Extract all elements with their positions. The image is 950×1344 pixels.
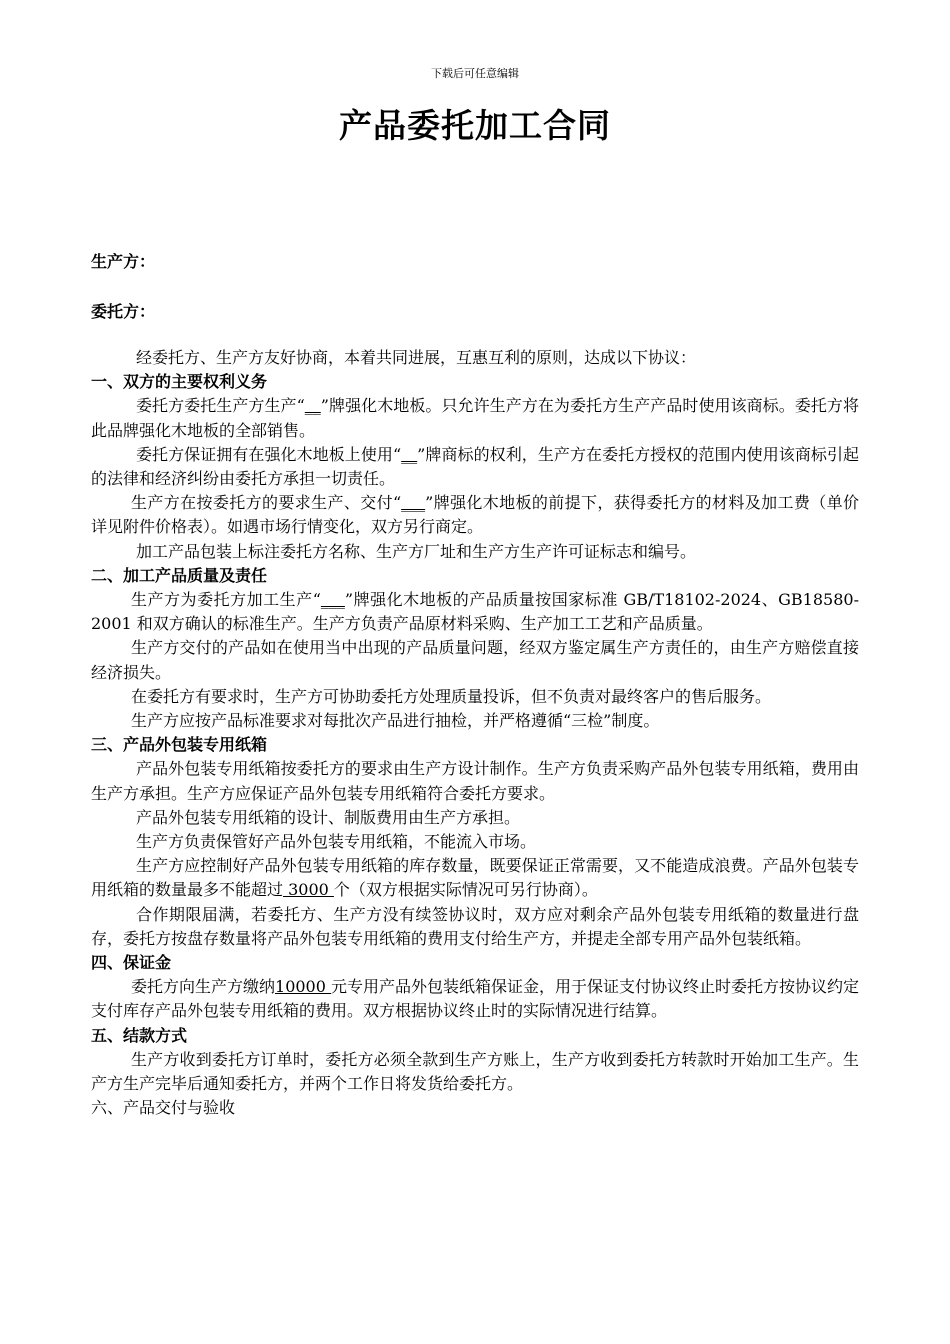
deposit-amount: 10000: [275, 977, 331, 997]
section-1-paragraph-1: 委托方委托生产方生产“__”牌强化木地板。只允许生产方在为委托方生产产品时使用该商标。委托方将此品牌强化木地板的全部销售。: [91, 396, 859, 440]
section-3-paragraph-5: 合作期限届满，若委托方、生产方没有续签协议时，双方应对剩余产品外包装专用纸箱的数量进行盘存，委托方按盘存数量将产品外包装专用纸箱的费用支付给生产方，并提走全部专用产品外包装纸箱。: [91, 904, 859, 948]
section-2-paragraph-4: 生产方应按产品标准要求对每批次产品进行抽检，并严格遵循“三检”制度。: [131, 711, 660, 731]
section-3-paragraph-4: 生产方应控制好产品外包装专用纸箱的库存数量，既要保证正常需要，又不能造成浪费。产品外包装专用纸箱的数量最多不能超过 3000 个（双方根据实际情况可另行协商）。: [91, 856, 859, 900]
page-title: 产品委托加工合同: [339, 106, 611, 145]
contract-body: [91, 346, 859, 1121]
client-label: 委托方：: [91, 302, 156, 321]
brand-blank: ___: [320, 590, 345, 610]
section-2-paragraph-3: 在委托方有要求时，生产方可协助委托方处理质量投诉，但不负责对最终客户的售后服务。: [131, 686, 772, 706]
section-1-paragraph-4: 加工产品包装上标注委托方名称、生产方厂址和生产方生产许可证标志和编号。: [136, 541, 697, 561]
section-1-paragraph-3: 生产方在按委托方的要求生产、交付“___”牌强化木地板的前提下，获得委托方的材料及加工费（单价详见附件价格表）。如遇市场行情变化，双方另行商定。: [91, 493, 859, 537]
section-1-paragraph-2: 委托方保证拥有在强化木地板上使用“__”牌商标的权利，生产方在委托方授权的范围内使用该商标引起的法律和经济纠纷由委托方承担一切责任。: [91, 444, 860, 489]
section-2-paragraph-1: 生产方为委托方加工生产“___”牌强化木地板的产品质量按国家标准 GB/T18102-2024、GB18580-2001 和双方确认的标准生产。生产方负责产品原材料采购、生产加工工艺和产品质量。: [91, 590, 859, 634]
section-3-paragraph-2: 产品外包装专用纸箱的设计、制版费用由生产方承担。: [136, 807, 521, 827]
brand-blank: __: [401, 444, 418, 464]
section-2-heading: 二、加工产品质量及责任: [91, 565, 268, 585]
section-2-paragraph-2: 生产方交付的产品如在使用当中出现的产品质量问题，经双方鉴定属生产方责任的，由生产方赔偿直接经济损失。: [91, 638, 859, 682]
section-4-heading: 四、保证金: [91, 953, 172, 973]
section-3-paragraph-3: 生产方负责保管好产品外包装专用纸箱，不能流入市场。: [136, 832, 537, 852]
header-note: 下载后可任意编辑: [431, 67, 519, 80]
section-5-paragraph-1: 生产方收到委托方订单时，委托方必须全款到生产方账上，生产方收到委托方转款时开始加工生产。生产方生产完毕后通知委托方，并两个工作日将发货给委托方。: [91, 1049, 859, 1094]
carton-limit-value: 3000: [283, 880, 334, 900]
brand-blank: ___: [401, 493, 426, 513]
producer-label: 生产方：: [91, 252, 156, 271]
section-6-heading: 六、产品交付与验收: [91, 1098, 236, 1118]
section-1-heading: 一、双方的主要权利义务: [91, 372, 268, 392]
intro-paragraph: 经委托方、生产方友好协商，本着共同进展，互惠互利的原则，达成以下协议：: [136, 348, 697, 367]
section-3-paragraph-1: 产品外包装专用纸箱按委托方的要求由生产方设计制作。生产方负责采购产品外包装专用纸箱，费用由生产方承担。生产方应保证产品外包装专用纸箱符合委托方要求。: [91, 759, 859, 803]
section-5-heading: 五、结款方式: [91, 1025, 188, 1045]
section-4-paragraph-1: 委托方向生产方缴纳10000 元专用产品外包装纸箱保证金，用于保证支付协议终止时委托方按协议约定支付库存产品外包装专用纸箱的费用。双方根据协议终止时的实际情况进行结算。: [91, 977, 860, 1021]
brand-blank: __: [304, 396, 321, 416]
section-3-heading: 三、产品外包装专用纸箱: [91, 735, 268, 755]
